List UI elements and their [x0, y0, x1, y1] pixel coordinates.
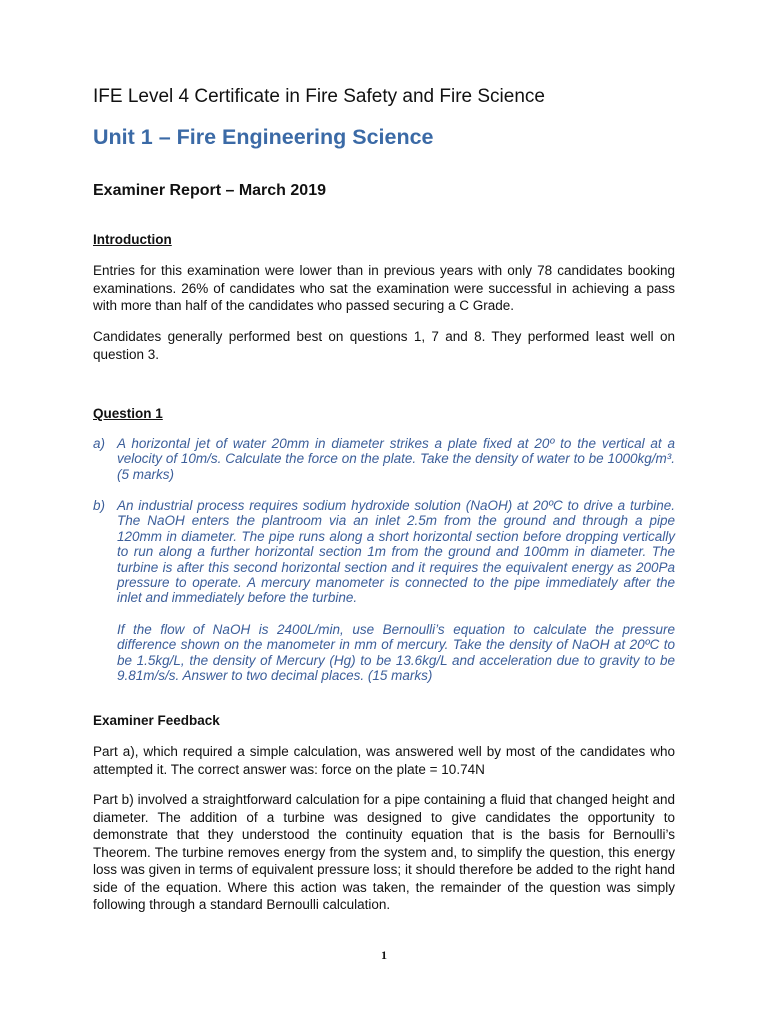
introduction-paragraph: Entries for this examination were lower than in previous years with only 78 candidates booking examinations. 26% of candidates who sat the examination were successful in achieving a pass with more than half of the candidates who passed securing a C Grade. [93, 263, 675, 313]
question-part-text: A horizontal jet of water 20mm in diameter strikes a plate fixed at 20º to the vertical at a velocity of 10m/s. Calculate the force on the plate. Take the density of water to be 1000kg/m³. (5 marks) [117, 436, 675, 482]
feedback-paragraph: Part b) involved a straightforward calculation for a pipe containing a fluid that changed height and diameter. The addition of a turbine was designed to give candidates the opportunity to demonstrate that they understood the continuity equation that is the basis for Bernoulli’s Theorem. The turbine removes energy from the system and, to simplify the question, this energy loss was given in terms of equivalent pressure loss; it should therefore be added to the right hand side of the equation. Where this action was taken, the remainder of the question was simply following through a standard Bernoulli calculation. [93, 792, 675, 912]
question-part-marker: b) [93, 498, 106, 513]
introduction-paragraph: Candidates generally performed best on questions 1, 7 and 8. They performed least well on question 3. [93, 329, 675, 362]
question-part-b [93, 498, 675, 606]
question-part-marker: a) [93, 436, 106, 451]
question-1-heading: Question 1 [93, 406, 163, 421]
feedback-paragraph: Part a), which required a simple calculation, was answered well by most of the candidates who attempted it. The correct answer was: force on the plate = 10.74N [93, 744, 675, 777]
document-title: IFE Level 4 Certificate in Fire Safety and Fire Science [93, 86, 545, 107]
introduction-heading: Introduction [93, 232, 172, 247]
report-title: Examiner Report – March 2019 [93, 182, 326, 199]
question-part-text: An industrial process requires sodium hydroxide solution (NaOH) at 20ºC to drive a turbine. The NaOH enters the plantroom via an inlet 2.5m from the ground and through a pipe 120mm in diameter. The pipe runs along a short horizontal section before dropping vertically to run along a further horizontal section 1m from the ground and 100mm in diameter. The turbine is after this second horizontal section and it requires the equivalent energy as 200Pa pressure to operate. A mercury manometer is connected to the pipe immediately after the inlet and immediately before the turbine. [117, 498, 675, 606]
unit-title: Unit 1 – Fire Engineering Science [93, 125, 434, 149]
page-number: 1 [381, 948, 387, 962]
question-part-text: If the flow of NaOH is 2400L/min, use Bernoulli’s equation to calculate the pressure difference shown on the manometer in mm of mercury. Take the density of NaOH at 20ºC to be 1.5kg/L, the density of Mercury (Hg) to be 13.6kg/L and acceleration due to gravity to be 9.81m/s/s. Answer to two decimal places. (15 marks) [117, 622, 675, 684]
examiner-feedback-heading: Examiner Feedback [93, 713, 220, 728]
question-part-a [93, 436, 675, 482]
question-part-b-continued [93, 622, 675, 684]
